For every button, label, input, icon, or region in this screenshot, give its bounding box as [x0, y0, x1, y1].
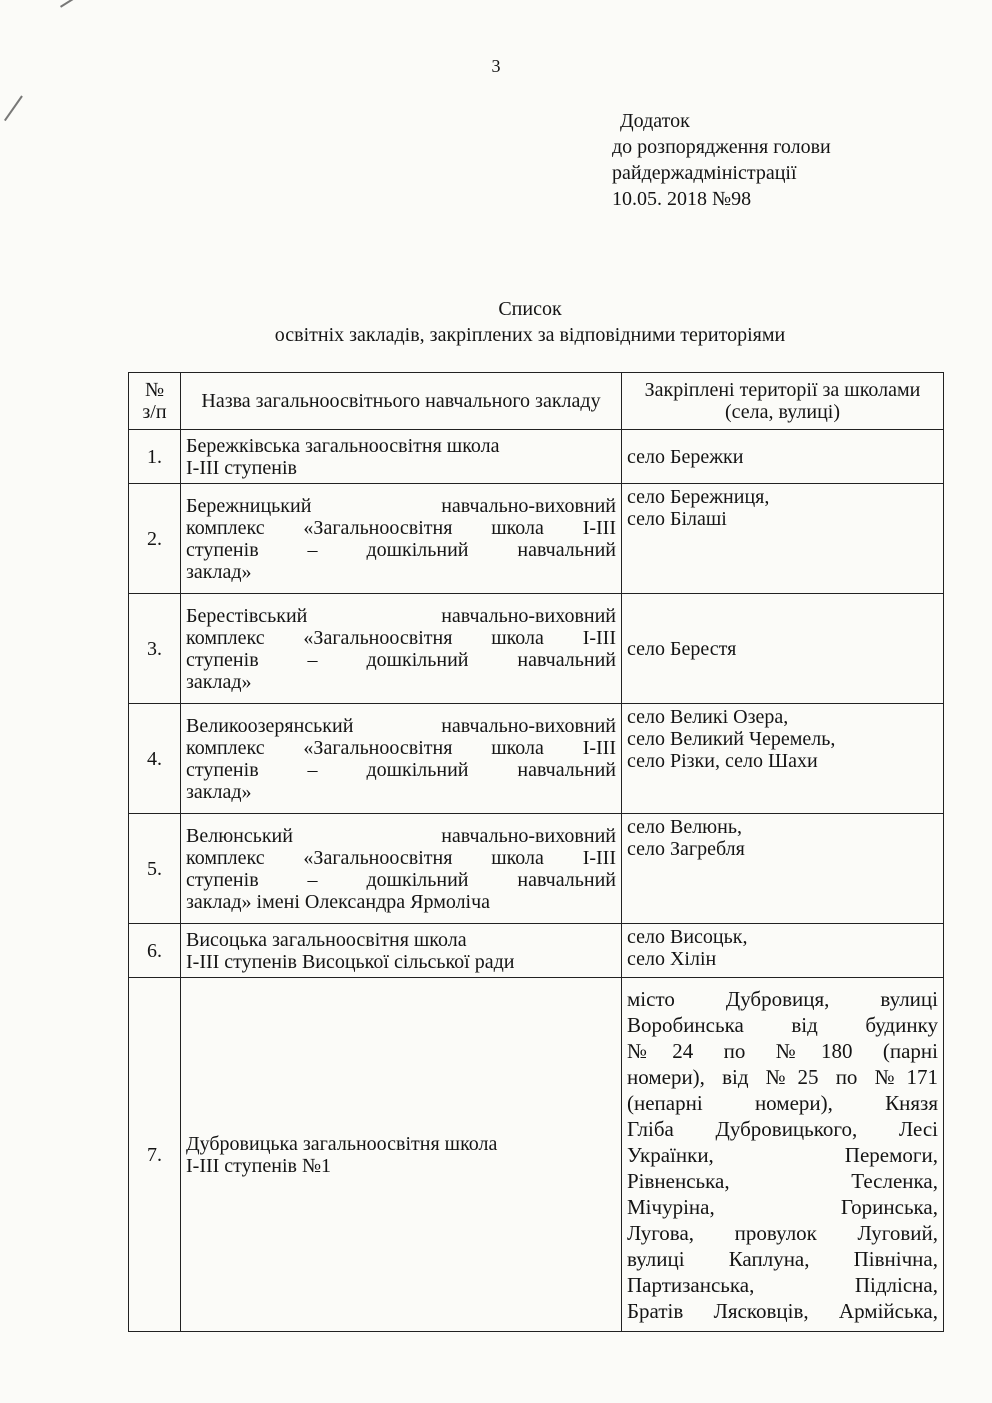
- school-name-line: І-ІІІ ступенів: [186, 456, 297, 479]
- table-row: [129, 814, 944, 924]
- table-body: [129, 430, 944, 1332]
- territory-line: Лугова, провулок Луговий,: [627, 1220, 938, 1245]
- territory-line: №24 по №180 (парні: [627, 1038, 938, 1063]
- school-name-line: комплекс «Загальноосвітня школа І-ІІІ: [186, 626, 616, 649]
- school-name-line: комплекс «Загальноосвітня школа І-ІІІ: [186, 846, 616, 869]
- table-row: [129, 704, 944, 814]
- school-name-line: комплекс «Загальноосвітня школа І-ІІІ: [186, 736, 616, 759]
- territory-line: Воробинська від будинку: [627, 1012, 938, 1037]
- territory-cell: [622, 978, 944, 1332]
- school-name-line: Бережківська загальноосвітня школа: [186, 434, 500, 457]
- territory-cell: [622, 484, 944, 594]
- row-number: 5.: [129, 814, 181, 924]
- territory-line: село Бережки: [627, 445, 744, 468]
- territory-line: Рівненська, Тесленка,: [627, 1168, 938, 1193]
- school-name-line: Бережницький навчально-виховний: [186, 494, 616, 517]
- page-number: 3: [491, 56, 501, 76]
- row-number: 7.: [129, 978, 181, 1332]
- territory-line: місто Дубровиця, вулиці: [627, 986, 938, 1011]
- territory-line: (непарні номери), Князя: [627, 1090, 938, 1115]
- territory-line: село Велюнь,: [627, 816, 742, 838]
- school-name-line: заклад»: [186, 560, 252, 583]
- territory-cell: [622, 704, 944, 814]
- table-row: [129, 594, 944, 704]
- header-name: Назва загальноосвітнього навчального закладу: [181, 373, 622, 430]
- school-name-cell: [181, 978, 622, 1332]
- school-name-cell: [181, 924, 622, 978]
- territory-cell: [622, 924, 944, 978]
- school-name-line: І-ІІІ ступенів Висоцької сільської ради: [186, 950, 515, 973]
- header-number: [129, 373, 181, 430]
- list-title: Список: [498, 298, 562, 320]
- territory-line: Гліба Дубровицького, Лесі: [627, 1116, 938, 1141]
- table-row: [129, 484, 944, 594]
- row-number: 2.: [129, 484, 181, 594]
- table-row: [129, 978, 944, 1332]
- territory-line: село Різки, село Шахи: [627, 750, 818, 772]
- territory-line: село Висоцьк,: [627, 926, 748, 948]
- school-name-line: Висоцька загальноосвітня школа: [186, 928, 467, 951]
- school-name-line: ступенів – дошкільний навчальний: [186, 868, 616, 891]
- territory-cell: [622, 430, 944, 484]
- school-name-line: комплекс «Загальноосвітня школа І-ІІІ: [186, 516, 616, 539]
- addendum-date-number: 10.05. 2018 №98: [612, 188, 752, 210]
- territory-line: село Великі Озера,: [627, 706, 789, 728]
- territory-line: село Хілін: [627, 948, 717, 970]
- header-number-abbr: з/п: [142, 401, 167, 423]
- territory-cell: [622, 594, 944, 704]
- list-subtitle: освітніх закладів, закріплених за відповідними територіями: [274, 324, 786, 346]
- table-row: [129, 430, 944, 484]
- school-name-cell: [181, 430, 622, 484]
- addendum-line: райдержадміністрації: [612, 162, 797, 184]
- territory-cell: [622, 814, 944, 924]
- territory-line: село Бережниця,: [627, 486, 770, 508]
- row-number: 1.: [129, 430, 181, 484]
- school-name-line: Дубровицька загальноосвітня школа: [186, 1132, 498, 1155]
- table-row: [129, 924, 944, 978]
- scan-edge-mark: [4, 95, 23, 121]
- school-name-cell: [181, 704, 622, 814]
- header-number-symbol: №: [144, 379, 165, 401]
- school-name-cell: [181, 594, 622, 704]
- row-number: 4.: [129, 704, 181, 814]
- territory-line: село Берестя: [627, 637, 737, 660]
- school-name-line: Великоозерянський навчально-виховний: [186, 714, 616, 737]
- heading-block: [120, 296, 940, 348]
- territory-line: Мічуріна, Горинська,: [627, 1194, 938, 1219]
- school-name-line: Велюнський навчально-виховний: [186, 824, 616, 847]
- school-name-cell: [181, 814, 622, 924]
- row-number: 6.: [129, 924, 181, 978]
- territory-line: номери), від №25 по №171: [627, 1064, 938, 1089]
- territory-line: село Великий Черемель,: [627, 728, 836, 750]
- school-name-line: заклад»: [186, 670, 252, 693]
- header-territory: Закріплені території за школами (села, вулиці): [622, 373, 944, 430]
- addendum-block: [612, 108, 831, 212]
- scan-edge-mark: [60, 0, 120, 8]
- row-number: 3.: [129, 594, 181, 704]
- addendum-title: Додаток: [620, 110, 690, 132]
- territory-line: Братів Лясковців, Армійська,: [627, 1298, 938, 1323]
- school-name-line: заклад» імені Олександра Ярмоліча: [186, 890, 491, 913]
- table-header-row: [129, 373, 944, 430]
- territory-line: вулиці Каплуна, Північна,: [627, 1246, 938, 1271]
- school-name-line: Берестівський навчально-виховний: [186, 604, 616, 627]
- school-name-line: ступенів – дошкільний навчальний: [186, 648, 616, 671]
- territory-line: Українки, Перемоги,: [627, 1142, 938, 1167]
- territory-line: село Загребля: [627, 838, 745, 860]
- school-name-cell: [181, 484, 622, 594]
- territory-line: Партизанська, Підлісна,: [627, 1272, 938, 1297]
- schools-table: [128, 372, 944, 1332]
- school-name-line: заклад»: [186, 780, 252, 803]
- school-name-line: ступенів – дошкільний навчальний: [186, 538, 616, 561]
- territory-line: село Білаші: [627, 508, 727, 530]
- school-name-line: ступенів – дошкільний навчальний: [186, 758, 616, 781]
- addendum-line: до розпорядження голови: [612, 136, 831, 158]
- school-name-line: І-ІІІ ступенів №1: [186, 1154, 332, 1177]
